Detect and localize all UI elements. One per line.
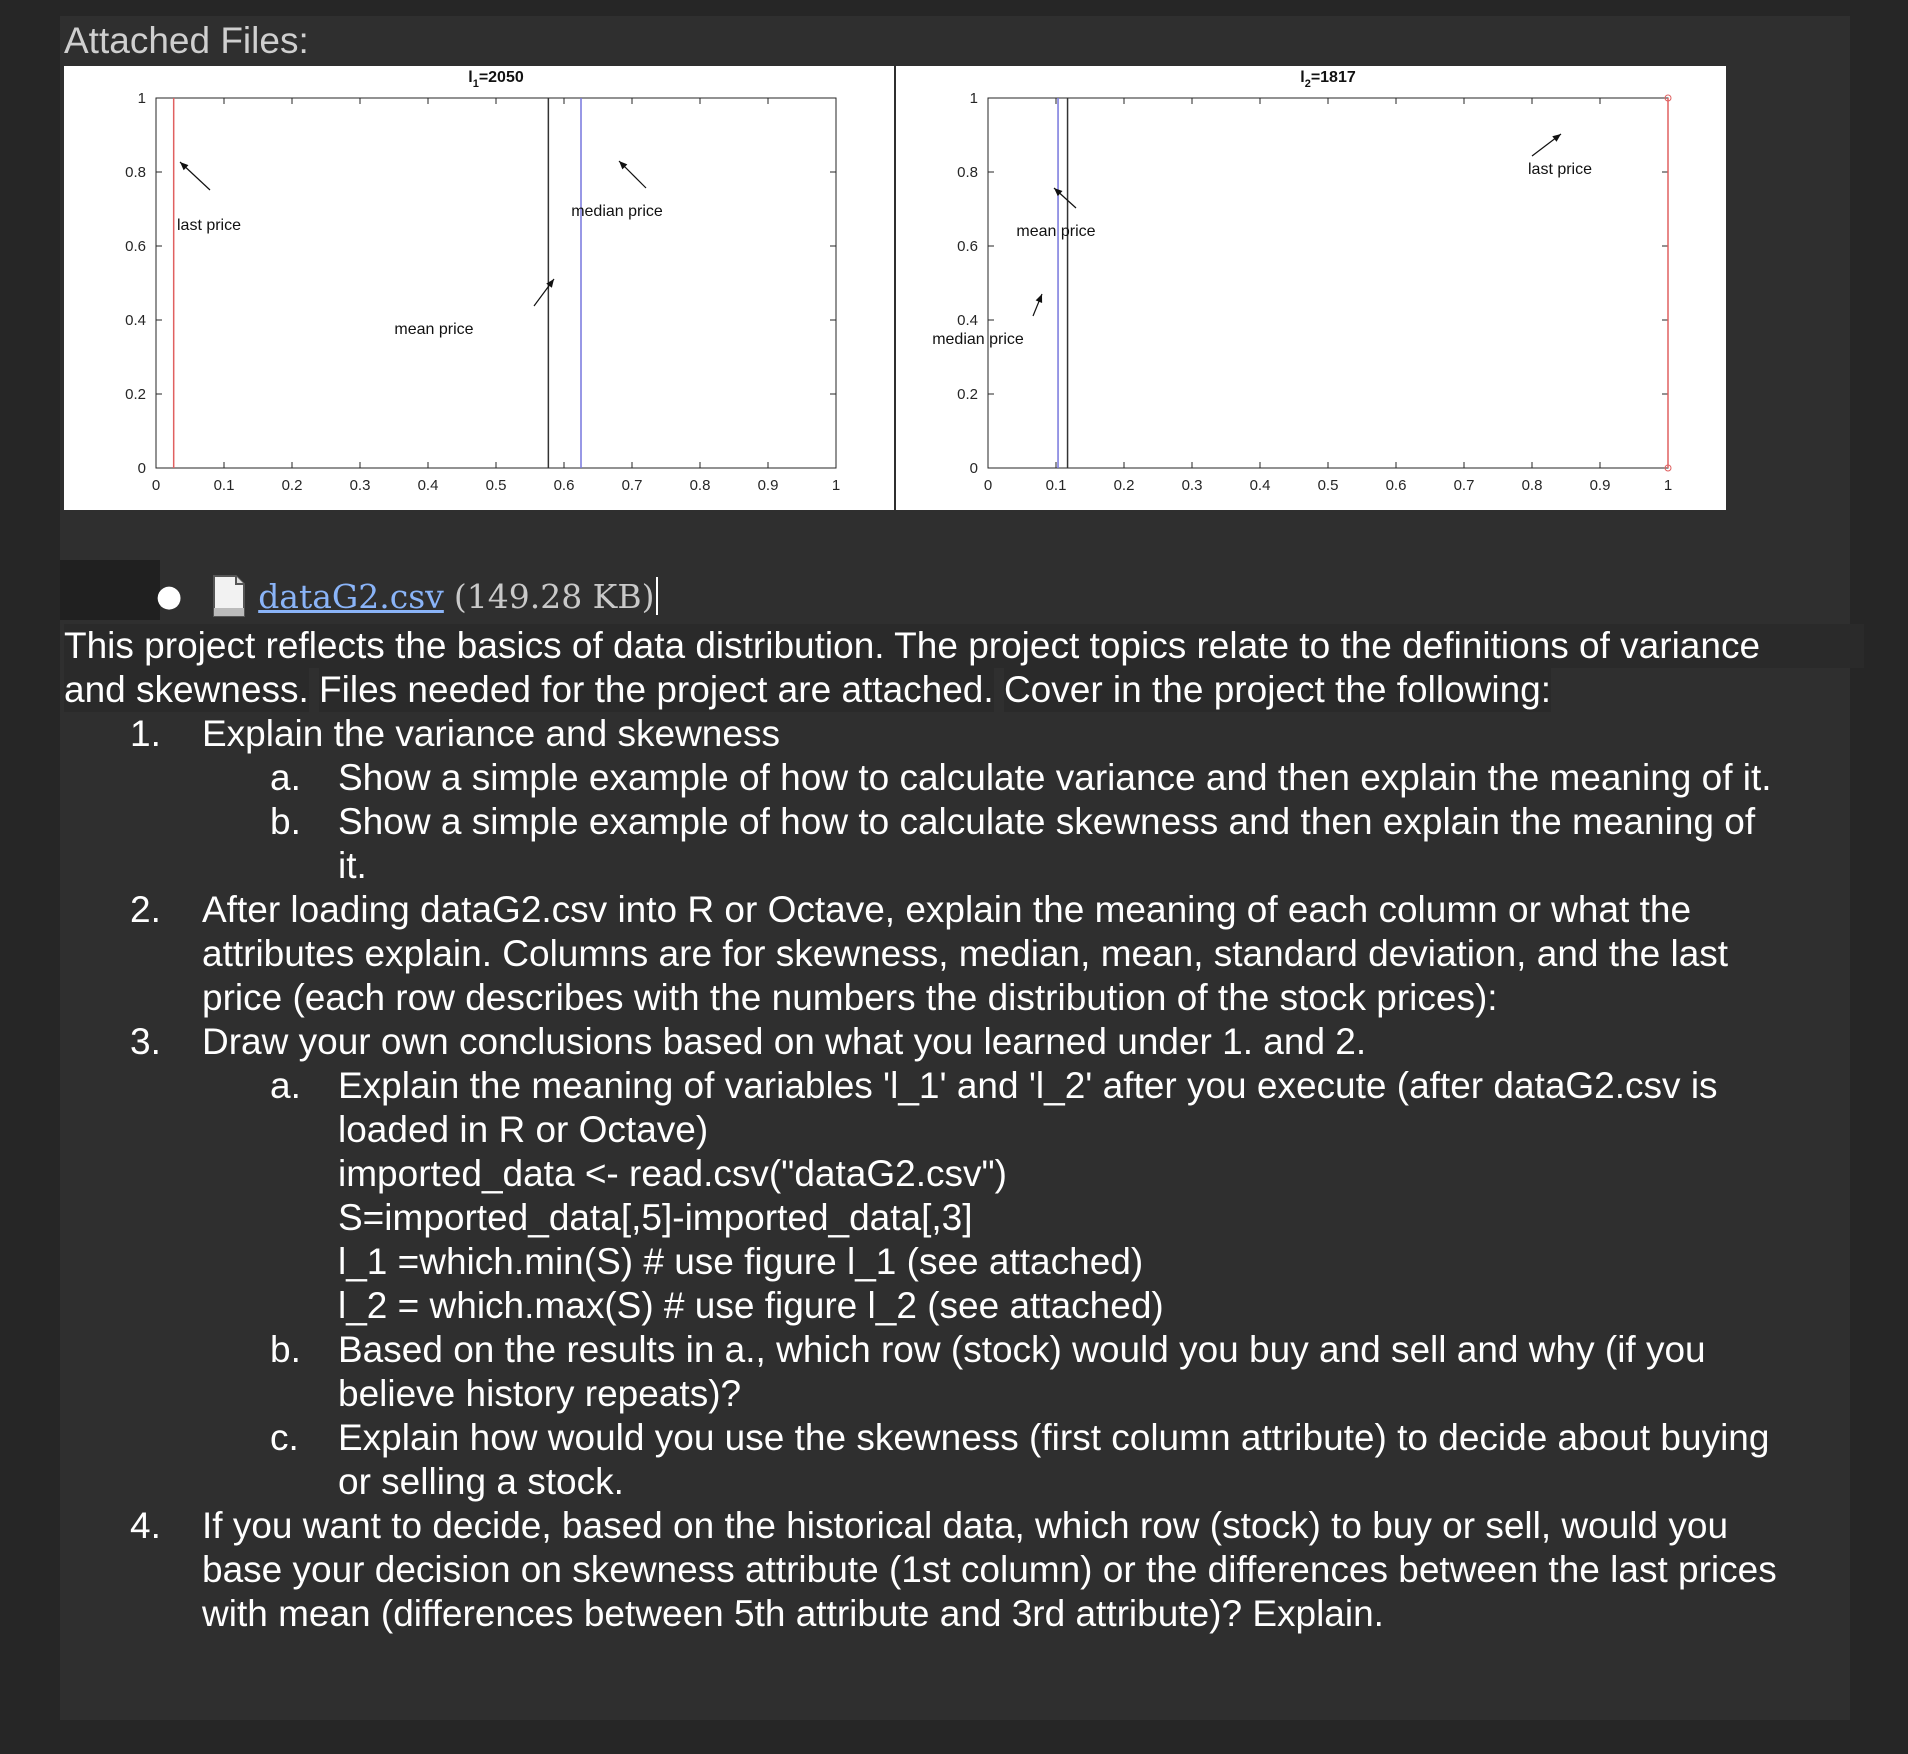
attachment-link[interactable]: dataG2.csv [258,576,444,616]
list-item-3 [64,1020,1864,1064]
x-tick-label: 0.1 [213,477,235,494]
figure-l2[interactable] [896,66,1726,510]
code-block [64,1152,1864,1328]
list-number: 4. [130,1505,161,1546]
x-tick-label: 0.2 [281,477,303,494]
y-tick-label: 0.4 [957,312,978,329]
document-icon [210,574,248,618]
list-letter: b. [270,801,301,842]
code-line: l_2 = which.max(S) # use figure l_2 (see attached) [338,1285,1164,1326]
y-tick-label: 1 [969,90,978,107]
figure-l2-plot [896,66,1726,510]
list-text: After loading dataG2.csv into R or Octave, explain the meaning of each column or what the [202,889,1692,930]
annotation-arrowhead [1036,294,1042,303]
figure-l1[interactable] [64,66,894,510]
annotation-label: median price [932,331,1024,348]
axes-box [156,98,836,468]
x-tick-label: 0.8 [689,477,711,494]
x-tick-label: 0.7 [621,477,643,494]
attached-files-title: Attached Files: [64,20,309,61]
figure-l1-plot [64,66,894,510]
annotation-label: last price [1527,161,1593,178]
list-text: it. [338,845,367,886]
text-cursor [656,577,658,615]
list-text: price (each row describes with the numbers the distribution of the stock prices): [202,977,1498,1018]
list-letter: a. [270,757,301,798]
list-item-3c [64,1416,1864,1504]
list-item-1 [64,712,1864,756]
x-tick-label: 0.9 [1589,477,1611,494]
list-item-1a [64,756,1864,800]
list-number: 1. [130,713,161,754]
list-text: Based on the results in a., which row (stock) would you buy and sell and why (if you [338,1329,1706,1370]
x-tick-label: 0.7 [1453,477,1475,494]
list-text: base your decision on skewness attribute (1st column) or the differences between the last prices [202,1549,1777,1590]
list-text: loaded in R or Octave) [338,1109,709,1150]
list-text: Show a simple example of how to calculate skewness and then explain the meaning of [338,801,1756,842]
intro-line: and skewness. [64,669,309,710]
x-tick-label: 0.4 [1249,477,1271,494]
list-text: Explain the meaning of variables 'l_1' and 'l_2' after you execute (after dataG2.csv is [338,1065,1718,1106]
list-letter: c. [270,1417,299,1458]
list-letter: b. [270,1329,301,1370]
annotation-label: last price [176,217,242,234]
y-tick-label: 0 [969,460,978,477]
x-tick-label: 1 [831,477,841,494]
x-tick-label: 0.5 [485,477,507,494]
x-tick-label: 0.5 [1317,477,1339,494]
code-line: l_1 =which.min(S) # use figure l_1 (see attached) [338,1241,1144,1282]
intro-line: Cover in the project the following: [1003,669,1552,710]
intro-line: Files needed for the project are attached. [319,669,994,710]
x-tick-label: 0.6 [1385,477,1407,494]
code-line: imported_data <- read.csv("dataG2.csv") [338,1153,1007,1194]
bullet: ● [156,578,183,614]
list-text: believe history repeats)? [338,1373,742,1414]
attachment-row [156,568,658,624]
list-number: 2. [130,889,161,930]
x-tick-label: 0.3 [349,477,371,494]
list-text: attributes explain. Columns are for skewness, median, mean, standard deviation, and the last [202,933,1729,974]
annotation-label: median price [571,203,663,220]
code-line: S=imported_data[,5]-imported_data[,3] [338,1197,973,1238]
x-tick-label: 0.9 [757,477,779,494]
y-tick-label: 0.2 [125,386,146,403]
annotation-label: mean price [394,321,474,338]
x-tick-label: 0 [983,477,993,494]
y-tick-label: 0.2 [957,386,978,403]
list-number: 3. [130,1021,161,1062]
x-tick-label: 0.1 [1045,477,1067,494]
x-tick-label: 0.6 [553,477,575,494]
list-letter: a. [270,1065,301,1106]
intro-line: This project reflects the basics of data distribution. The project topics relate to the definitions of variance [64,624,1864,668]
list-text: If you want to decide, based on the historical data, which row (stock) to buy or sell, would you [202,1505,1729,1546]
x-tick-label: 0.3 [1181,477,1203,494]
list-item-3a [64,1064,1864,1152]
x-tick-label: 0 [151,477,161,494]
x-tick-label: 0.8 [1521,477,1543,494]
list-text: Explain how would you use the skewness (first column attribute) to decide about buying [338,1417,1770,1458]
figure-title: $l_2=1817$ [1300,69,1356,90]
axes-box [988,98,1668,468]
list-text: with mean (differences between 5th attribute and 3rd attribute)? Explain. [202,1593,1384,1634]
annotation-arrowhead [1552,134,1561,142]
document-body[interactable] [64,624,1864,1636]
list-text: or selling a stock. [338,1461,624,1502]
list-text: Draw your own conclusions based on what you learned under 1. and 2. [202,1021,1367,1062]
annotation-label: mean price [1016,223,1096,240]
y-tick-label: 0.4 [125,312,146,329]
y-tick-label: 0 [137,460,146,477]
x-tick-label: 0.4 [417,477,439,494]
attachment-size: (149.28 KB) [453,576,655,616]
y-tick-label: 0.6 [957,238,978,255]
x-tick-label: 1 [1663,477,1673,494]
list-item-3b [64,1328,1864,1416]
list-item-4 [64,1504,1864,1636]
list-text: Explain the variance and skewness [202,713,780,754]
y-tick-label: 0.6 [125,238,146,255]
y-tick-label: 1 [137,90,146,107]
x-tick-label: 0.2 [1113,477,1135,494]
figure-title: $l_1=2050$ [468,69,524,90]
list-item-2 [64,888,1864,1020]
list-text: Show a simple example of how to calculate variance and then explain the meaning of it. [338,757,1772,798]
annotation-arrowhead [546,279,554,288]
attachment-row-shade [60,560,160,620]
y-tick-label: 0.8 [957,164,978,181]
list-item-1b [64,800,1864,888]
y-tick-label: 0.8 [125,164,146,181]
